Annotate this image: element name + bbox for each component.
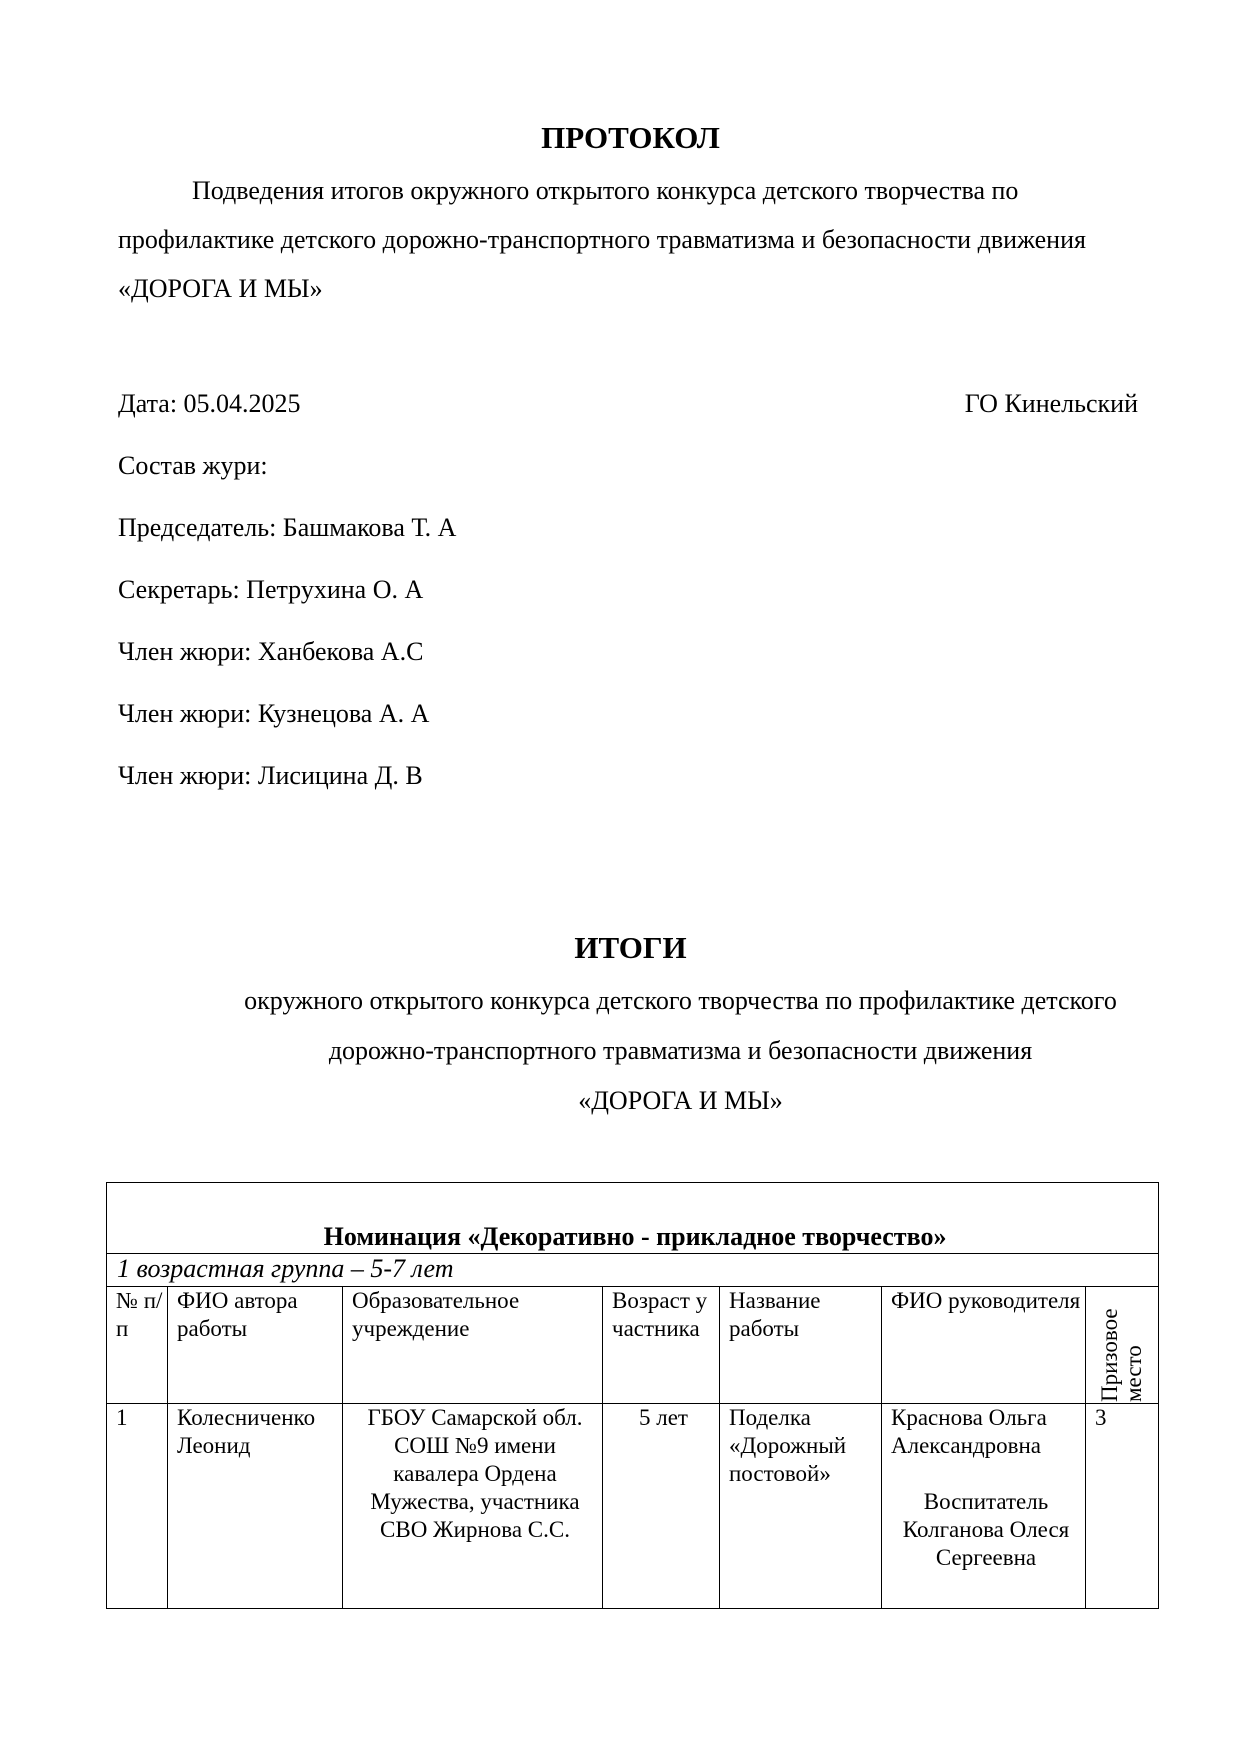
header-work: Название работы — [720, 1287, 882, 1404]
age-group-label: 1 возрастная группа – 5-7 лет — [107, 1254, 1159, 1287]
jury-member: Член жюри: Ханбекова А.С — [118, 637, 424, 666]
results-subtitle-line: окружного открытого конкурса детского творчества по профилактике детского — [244, 986, 1117, 1015]
cell-institution: ГБОУ Самарской обл. СОШ №9 имени кавалера Ордена Мужества, участника СВО Жирнова С.С. — [343, 1404, 603, 1609]
jury-member: Председатель: Башмакова Т. А — [118, 513, 457, 542]
header-place-cell — [1086, 1287, 1159, 1404]
cell-num: 1 — [107, 1404, 168, 1609]
nomination-title: Номинация «Декоративно - прикладное творчество» — [107, 1183, 1159, 1254]
cell-work: Поделка «Дорожный постовой» — [720, 1404, 882, 1609]
jury-heading: Состав жури: — [118, 451, 268, 480]
header-age: Возраст участника — [603, 1287, 720, 1404]
cell-author: Колесниченко Леонид — [168, 1404, 343, 1609]
header-supervisor: ФИО руководителя — [882, 1287, 1086, 1404]
protocol-title: ПРОТОКОЛ — [541, 120, 720, 155]
jury-member: Член жюри: Кузнецова А. А — [118, 699, 430, 728]
header-num: № п/п — [107, 1287, 168, 1404]
age-group-row — [107, 1254, 1159, 1287]
protocol-intro: Подведения итогов окружного открытого конкурса детского творчества по профилактике детского дорожно-транспортного травматизма и безопасности движения «ДОРОГА И МЫ» — [118, 176, 1086, 303]
results-title: ИТОГИ — [574, 930, 687, 965]
cell-supervisor — [882, 1404, 1086, 1609]
jury-member: Член жюри: Лисицина Д. В — [118, 761, 423, 790]
jury-member: Секретарь: Петрухина О. А — [118, 575, 424, 604]
results-table — [106, 1182, 1159, 1609]
cell-place: 3 — [1086, 1404, 1159, 1609]
table-row — [107, 1404, 1159, 1609]
table-header-row — [107, 1287, 1159, 1404]
results-subtitle-line: «ДОРОГА И МЫ» — [578, 1086, 783, 1115]
nomination-row — [107, 1183, 1159, 1254]
header-author: ФИО автора работы — [168, 1287, 343, 1404]
supervisor-educator: Воспитатель Колганова Олеся Сергеевна — [902, 1489, 1070, 1570]
protocol-date: Дата: 05.04.2025 — [118, 389, 301, 418]
cell-age: 5 лет — [603, 1404, 720, 1609]
results-subtitle-line: дорожно-транспортного травматизма и безопасности движения — [328, 1036, 1033, 1065]
header-place: Призовое место — [1097, 1308, 1147, 1402]
supervisor-name: Краснова Ольга Александровна — [891, 1405, 1047, 1458]
header-institution: Образовательное учреждение — [343, 1287, 603, 1404]
protocol-location: ГО Кинельский — [964, 389, 1138, 418]
